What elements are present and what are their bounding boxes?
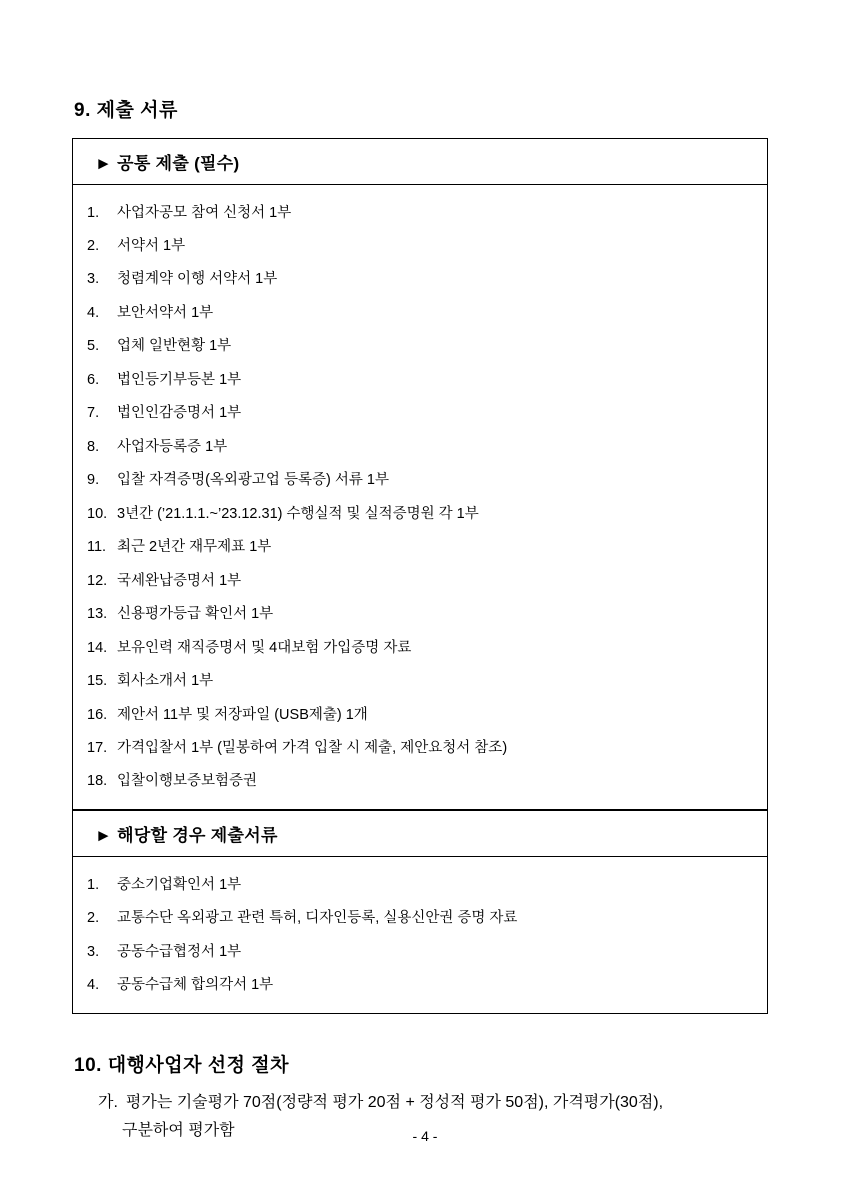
list-item-number: 2. <box>87 910 100 927</box>
list-item <box>73 935 767 968</box>
list-item-number: 8. <box>87 438 100 455</box>
list-item-number: 1. <box>87 876 100 893</box>
list-item <box>73 196 767 229</box>
list-item <box>73 732 767 765</box>
list-item-label: 제안서 11부 및 저장파일 (USB제출) 1개 <box>117 706 368 723</box>
list-item <box>73 296 767 329</box>
section-heading-selection: 10. 대행사업자 선정 절차 <box>74 1055 289 1077</box>
page-content <box>72 95 778 1144</box>
list-item-label: 공동수급협정서 1부 <box>117 943 242 960</box>
list-item <box>73 631 767 664</box>
list-item-label: 법인등기부등본 1부 <box>117 371 242 388</box>
list-item-label: 공동수급체 합의각서 1부 <box>117 977 274 994</box>
page-number: - 4 - <box>412 1128 438 1144</box>
list-item-label: 사업자공모 참여 신청서 1부 <box>117 204 292 221</box>
list-item <box>73 363 767 396</box>
list-item-label: 중소기업확인서 1부 <box>117 876 242 893</box>
list-item-label: 회사소개서 1부 <box>117 673 214 690</box>
list-item-number: 3. <box>87 271 100 288</box>
list-item-number: 10. <box>87 505 108 522</box>
common-submission-box <box>72 138 768 810</box>
list-item-number: 11. <box>87 539 107 556</box>
selection-paragraph-line1: 평가는 기술평가 70점(정량적 평가 20점 + 정성적 평가 50점), 가격평가(30점), <box>125 1094 664 1112</box>
list-item <box>73 564 767 597</box>
list-item-label: 입찰 자격증명(옥외광고업 등록증) 서류 1부 <box>117 472 389 489</box>
common-submission-list <box>73 185 767 809</box>
list-item-number: 1. <box>87 204 100 221</box>
list-item-number: 13. <box>87 606 108 623</box>
list-item-number: 5. <box>87 338 100 355</box>
list-item <box>73 397 767 430</box>
list-item <box>73 969 767 1002</box>
conditional-submission-list <box>73 857 767 1013</box>
list-item-number: 7. <box>87 405 100 422</box>
list-item <box>73 330 767 363</box>
list-item-number: 14. <box>87 639 108 656</box>
list-item-label: 가격입찰서 1부 (밀봉하여 가격 입찰 시 제출, 제안요청서 참조) <box>117 740 508 756</box>
selection-paragraph-line2: 구분하여 평가함 <box>122 1121 235 1139</box>
list-item-label: 최근 2년간 재무제표 1부 <box>117 539 272 556</box>
list-item-number: 4. <box>87 977 100 994</box>
list-item-label: 교통수단 옥외광고 관련 특허, 디자인등록, 실용신안권 증명 자료 <box>117 910 518 927</box>
list-item-number: 12. <box>87 572 108 589</box>
list-item-label: 청렴계약 이행 서약서 1부 <box>117 271 278 288</box>
list-item-number: 2. <box>87 237 100 254</box>
list-item <box>73 868 767 901</box>
list-item-label: 업체 일반현황 1부 <box>117 338 232 355</box>
list-item-number: 15. <box>87 673 108 690</box>
list-item-number: 16. <box>87 706 108 723</box>
list-item-number: 17. <box>87 740 108 756</box>
list-item <box>73 229 767 262</box>
common-submission-title: ► 공통 제출 (필수) <box>73 139 767 185</box>
list-item <box>73 698 767 731</box>
list-item <box>73 464 767 497</box>
selection-paragraph-label: 가. <box>98 1094 118 1112</box>
list-item <box>73 598 767 631</box>
list-item-number: 9. <box>87 472 100 489</box>
list-item-label: 3년간 (’21.1.1.~’23.12.31) 수행실적 및 실적증명원 각 1부 <box>117 505 479 522</box>
list-item-label: 보유인력 재직증명서 및 4대보험 가입증명 자료 <box>117 639 412 656</box>
list-item-label: 신용평가등급 확인서 1부 <box>117 606 274 623</box>
conditional-submission-title: ► 해당할 경우 제출서류 <box>73 810 767 857</box>
list-item <box>73 765 767 798</box>
list-item-number: 18. <box>87 773 108 790</box>
list-item-number: 3. <box>87 943 100 960</box>
list-item-number: 6. <box>87 371 100 388</box>
conditional-submission-box <box>72 810 768 1014</box>
list-item-number: 4. <box>87 304 100 321</box>
list-item <box>73 902 767 935</box>
list-item <box>73 665 767 698</box>
list-item <box>73 531 767 564</box>
list-item-label: 사업자등록증 1부 <box>117 438 228 455</box>
list-item-label: 국세완납증명서 1부 <box>117 572 242 589</box>
list-item <box>73 263 767 296</box>
section-heading-submission: 9. 제출 서류 <box>74 100 178 121</box>
list-item <box>73 430 767 463</box>
list-item <box>73 497 767 530</box>
list-item-label: 법인인감증명서 1부 <box>117 405 242 422</box>
list-item-label: 보안서약서 1부 <box>117 304 214 321</box>
list-item-label: 입찰이행보증보험증권 <box>117 773 258 790</box>
list-item-label: 서약서 1부 <box>117 237 186 254</box>
